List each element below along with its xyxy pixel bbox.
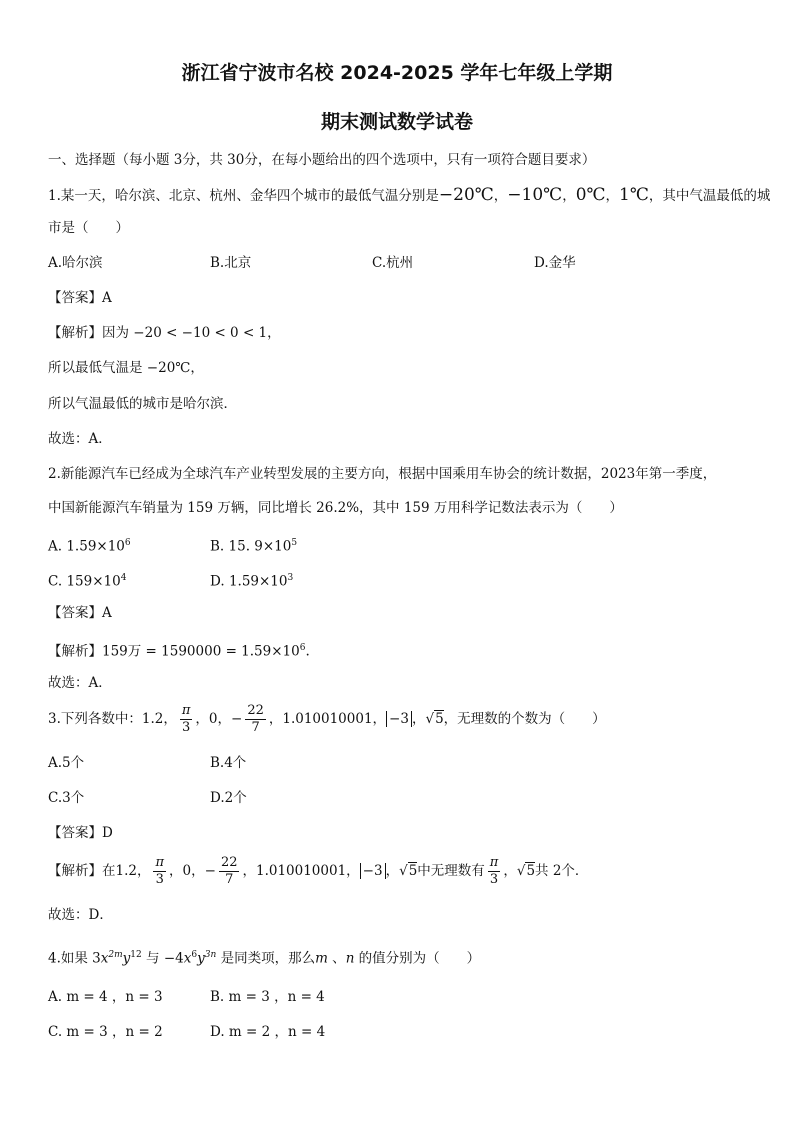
absolute-value: −3	[360, 863, 386, 879]
section-heading: 一、选择题（每小题 3分，共 30分，在每小题给出的四个选项中，只有一项符合题目要求）	[48, 152, 596, 168]
q1-option-a: A.哈尔滨	[48, 255, 103, 271]
q1-option-b: B.北京	[210, 255, 252, 271]
q3-option-c: C.3个	[48, 790, 85, 806]
q2-answer: 【答案】A	[48, 605, 112, 621]
title-line-2: 期末测试数学试卷	[320, 111, 473, 133]
q2-option-a: A. $1.59\times 10^6$	[48, 538, 131, 555]
q4-option-a: A. m = 4 ，n = 3	[48, 989, 163, 1005]
q1-option-c: C.杭州	[372, 255, 414, 271]
q3-answer: 【答案】D	[48, 825, 113, 841]
q2-option-d: D. $1.59\times 10^3$	[210, 573, 294, 590]
q1-temp-1: −20℃	[438, 185, 494, 205]
q3-solution: 【解析】在1.2， $\frac{\pi}{3}$ ，0，− $\frac{22}{7}$ ，1.010010001， −3 ，√5中无理数有 $\frac{\pi}{3}$ ，√5共 2个．	[48, 855, 589, 887]
sqrt-symbol: √	[516, 863, 526, 879]
q3-option-d: D.2个	[210, 790, 247, 806]
q1-temp-3: 0℃	[575, 185, 606, 205]
q1-solution-tag: 【解析】	[48, 325, 102, 341]
q1-temp-4: 1℃	[619, 185, 649, 205]
q1-stem-line-2: 市是（ ）	[48, 220, 129, 236]
fraction-22-over-7: $\frac{22}{7}$	[220, 855, 238, 887]
q2-stem-line-2: 中国新能源汽车销量为 159 万辆，同比增长 26.2%，其中 159 万用科学记数法表示为（ ）	[48, 500, 623, 516]
sqrt-radicand: 5	[408, 863, 418, 879]
q2-conclusion: 故选：A．	[48, 675, 112, 691]
q1-stem-b: ，其中气温最低的城	[648, 188, 771, 204]
sqrt-radicand: 5	[435, 711, 444, 727]
q2-option-c: C. $159\times 10^4$	[48, 573, 127, 590]
q4-option-c: C. m = 3 ，n = 2	[48, 1024, 163, 1040]
fraction-pi-over-3: $\frac{\pi}{3}$	[489, 855, 499, 887]
sqrt-radicand: 5	[526, 863, 536, 879]
q1-solution-1	[48, 323, 281, 343]
q1-solution-text: 因为 −20 < −10 < 0 < 1，	[102, 325, 281, 341]
q2-option-b: B. 15. $9\times 10^5$	[210, 538, 298, 555]
q1-option-d: D.金华	[534, 255, 576, 271]
q3-option-a: A.5个	[48, 755, 85, 771]
q1-stem-a: 1.某一天，哈尔滨、北京、杭州、金华四个城市的最低气温分别是	[48, 188, 439, 204]
absolute-value: −3	[386, 711, 412, 727]
q4-option-d: D. m = 2 ，n = 4	[210, 1024, 326, 1040]
q3-conclusion: 故选：D．	[48, 907, 113, 923]
q4-option-b: B. m = 3 ，n = 4	[210, 989, 325, 1005]
q1-solution-3: 所以气温最低的城市是哈尔滨．	[48, 396, 237, 412]
q1-stem-line-1: 1.某一天，哈尔滨、北京、杭州、金华四个城市的最低气温分别是−20℃，−10℃，0℃，1℃，其中气温最低的城	[48, 185, 771, 205]
fraction-pi-over-3: $\frac{\pi}{3}$	[181, 703, 191, 735]
fraction-pi-over-3: $\frac{\pi}{3}$	[155, 855, 165, 887]
q1-answer: 【答案】A	[48, 290, 112, 306]
sqrt-symbol: √	[399, 863, 408, 879]
fraction-22-over-7: $\frac{22}{7}$	[247, 703, 264, 735]
q4-stem: 4.如果 $3x^{2m}y^{12}$ 与 $-4x^6y^{3n}$ 是同类项，那么m 、n 的值分别为（ ）	[48, 950, 481, 967]
title-line-1: 浙江省宁波市名校 2024-2025 学年七年级上学期	[181, 62, 613, 84]
q1-solution-2: 所以最低气温是 −20℃，	[48, 360, 204, 376]
q3-stem: 3.下列各数中：1.2， $\frac{\pi}{3}$ ，0，− $\frac{22}{7}$ ，1.010010001， −3 ，√5，无理数的个数为（ ）	[48, 703, 606, 735]
q2-stem-line-1: 2.新能源汽车已经成为全球汽车产业转型发展的主要方向，根据中国乘用车协会的统计数据，2023年第一季度，	[48, 466, 717, 482]
sqrt-symbol: √	[425, 711, 435, 727]
q1-temp-2: −10℃	[507, 185, 563, 205]
q1-conclusion: 故选：A．	[48, 431, 112, 447]
q3-option-b: B.4个	[210, 755, 247, 771]
q2-solution: 【解析】159万 = $1590000 = 1.59\times 10^6$.	[48, 643, 310, 660]
